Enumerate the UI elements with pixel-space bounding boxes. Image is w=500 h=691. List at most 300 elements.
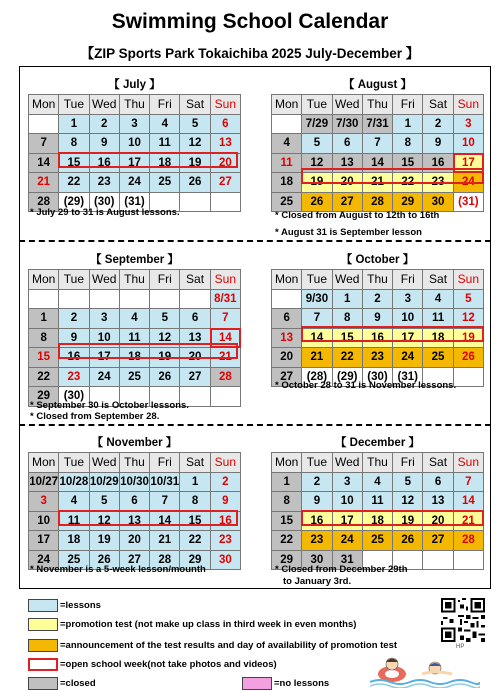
weekday-header: Sat xyxy=(423,453,453,473)
day-cell: 26 xyxy=(89,550,119,570)
weekday-header: Tue xyxy=(302,95,332,115)
day-cell: 18 xyxy=(119,348,149,368)
day-cell xyxy=(272,114,302,134)
day-cell: 25 xyxy=(272,192,302,212)
month-title: 【 July 】 xyxy=(108,79,161,91)
day-cell: 1 xyxy=(180,472,210,492)
day-cell: 5 xyxy=(150,309,180,329)
day-cell: 24 xyxy=(332,531,362,551)
week-row xyxy=(272,472,484,492)
weekday-header: Wed xyxy=(89,95,119,115)
day-cell: 13 xyxy=(210,134,240,154)
july-note: * July 29 to 31 is August lessons. xyxy=(30,207,180,218)
week-row xyxy=(29,472,241,492)
day-cell: 30 xyxy=(302,550,332,570)
week-row xyxy=(29,114,241,134)
day-cell: 4 xyxy=(119,309,149,329)
day-cell: 29 xyxy=(29,387,59,407)
day-cell: 4 xyxy=(59,492,89,512)
day-cell: 24 xyxy=(119,173,149,193)
week-row xyxy=(272,328,484,348)
day-cell: 22 xyxy=(393,173,423,193)
weekday-header: Tue xyxy=(302,453,332,473)
week-row xyxy=(272,511,484,531)
legend-closed xyxy=(28,676,96,690)
day-cell: 8 xyxy=(29,328,59,348)
day-cell: 13 xyxy=(332,153,362,173)
day-cell: 2 xyxy=(362,289,392,309)
day-cell: 8 xyxy=(393,134,423,154)
day-cell: 8/31 xyxy=(210,289,240,309)
day-cell: 3 xyxy=(89,309,119,329)
week-row xyxy=(272,531,484,551)
day-cell: 12 xyxy=(180,134,210,154)
september-note-1: * September 30 is October lessons. xyxy=(30,400,189,411)
day-cell: 12 xyxy=(89,511,119,531)
day-cell: 15 xyxy=(393,153,423,173)
day-cell: 23 xyxy=(210,531,240,551)
day-cell: 18 xyxy=(150,153,180,173)
day-cell: 9 xyxy=(89,134,119,154)
weekday-header: Thu xyxy=(119,270,149,290)
day-cell: 7 xyxy=(302,309,332,329)
day-cell xyxy=(453,367,483,387)
day-cell: 29 xyxy=(272,550,302,570)
day-cell: (28) xyxy=(302,367,332,387)
day-cell: 15 xyxy=(180,511,210,531)
legend-label: =promotion test (not make up class in third week in even months) xyxy=(60,618,357,630)
day-cell xyxy=(150,289,180,309)
day-cell xyxy=(423,550,453,570)
day-cell: 8 xyxy=(59,134,89,154)
day-cell: 17 xyxy=(89,348,119,368)
day-cell xyxy=(180,289,210,309)
december-note-2: to January 3rd. xyxy=(283,576,352,587)
day-cell: 13 xyxy=(180,328,210,348)
calendar-grid xyxy=(28,269,241,407)
legend-label: =announcement of the test results and day of availability of promotion test xyxy=(60,639,398,651)
day-cell: 27 xyxy=(332,192,362,212)
day-cell: 20 xyxy=(119,531,149,551)
day-cell: (29) xyxy=(59,192,89,212)
day-cell: (31) xyxy=(119,192,149,212)
legend-swatch-announcement xyxy=(28,639,58,652)
day-cell: 20 xyxy=(180,348,210,368)
legend-promotion-test xyxy=(28,617,356,631)
page-title: Swimming School Calendar xyxy=(111,10,389,33)
weekday-header: Mon xyxy=(272,270,302,290)
day-cell: 26 xyxy=(453,348,483,368)
weekday-header: Wed xyxy=(332,270,362,290)
weekday-header: Thu xyxy=(362,95,392,115)
weekday-header: Tue xyxy=(59,270,89,290)
day-cell: 14 xyxy=(210,328,240,348)
legend-label: =lessons xyxy=(60,599,101,611)
day-cell: 21 xyxy=(302,348,332,368)
weekday-header-row xyxy=(29,95,241,115)
week-row xyxy=(29,309,241,329)
day-cell: 28 xyxy=(362,192,392,212)
weekday-header: Wed xyxy=(89,453,119,473)
day-cell: 13 xyxy=(423,492,453,512)
weekday-header: Thu xyxy=(119,95,149,115)
day-cell: 23 xyxy=(59,367,89,387)
weekday-header: Sun xyxy=(453,270,483,290)
week-row xyxy=(272,192,484,212)
weekday-header: Fri xyxy=(150,453,180,473)
week-row xyxy=(272,309,484,329)
legend-swatch-promotion xyxy=(28,618,58,631)
day-cell: 11 xyxy=(150,134,180,154)
day-cell: (31) xyxy=(393,367,423,387)
weekday-header: Mon xyxy=(29,95,59,115)
day-cell: 28 xyxy=(453,531,483,551)
day-cell: 6 xyxy=(272,309,302,329)
day-cell: 19 xyxy=(302,173,332,193)
day-cell: 6 xyxy=(332,134,362,154)
legend-open-school xyxy=(28,657,277,671)
day-cell: 2 xyxy=(423,114,453,134)
day-cell: 1 xyxy=(59,114,89,134)
day-cell: 12 xyxy=(150,328,180,348)
weekday-header-row xyxy=(29,270,241,290)
weekday-header: Sun xyxy=(210,270,240,290)
day-cell: 7 xyxy=(362,134,392,154)
weekday-header: Wed xyxy=(89,270,119,290)
weekday-header: Sun xyxy=(210,453,240,473)
day-cell: 2 xyxy=(59,309,89,329)
day-cell: 21 xyxy=(210,348,240,368)
day-cell: 10 xyxy=(119,134,149,154)
day-cell: 3 xyxy=(29,492,59,512)
day-cell: (30) xyxy=(59,387,89,407)
day-cell: 25 xyxy=(362,531,392,551)
day-cell: 16 xyxy=(362,328,392,348)
calendar-grid xyxy=(271,94,484,212)
day-cell: 22 xyxy=(180,531,210,551)
day-cell: 25 xyxy=(119,367,149,387)
month-title: 【 October 】 xyxy=(340,254,415,266)
day-cell: 3 xyxy=(332,472,362,492)
calendar-grid xyxy=(28,94,241,212)
weekday-header: Thu xyxy=(119,453,149,473)
august-note-1: * Closed from August to 12th to 16th xyxy=(275,210,440,221)
day-cell xyxy=(29,289,59,309)
day-cell: 1 xyxy=(393,114,423,134)
day-cell: 22 xyxy=(272,531,302,551)
day-cell: 22 xyxy=(332,348,362,368)
weekday-header: Sat xyxy=(180,270,210,290)
day-cell: 11 xyxy=(423,309,453,329)
month-title: 【 December 】 xyxy=(334,437,420,449)
month-october xyxy=(271,252,484,387)
weekday-header: Thu xyxy=(362,453,392,473)
day-cell: (31) xyxy=(453,192,483,212)
day-cell: 5 xyxy=(89,492,119,512)
day-cell: 26 xyxy=(180,173,210,193)
day-cell: 4 xyxy=(150,114,180,134)
day-cell: 11 xyxy=(362,492,392,512)
weekday-header-row xyxy=(272,270,484,290)
weekday-header-row xyxy=(29,453,241,473)
day-cell: 27 xyxy=(423,531,453,551)
day-cell: 4 xyxy=(423,289,453,309)
day-cell: 27 xyxy=(272,367,302,387)
month-december xyxy=(271,435,484,570)
weekday-header: Sat xyxy=(180,95,210,115)
day-cell: 23 xyxy=(362,348,392,368)
week-row xyxy=(272,348,484,368)
day-cell: 6 xyxy=(210,114,240,134)
day-cell xyxy=(453,550,483,570)
day-cell: 20 xyxy=(423,511,453,531)
legend-swatch-no-lessons xyxy=(242,677,272,690)
weekday-header: Mon xyxy=(29,453,59,473)
day-cell: (30) xyxy=(362,367,392,387)
day-cell: 16 xyxy=(210,511,240,531)
day-cell: 27 xyxy=(210,173,240,193)
day-cell: 18 xyxy=(362,511,392,531)
weekday-header: Fri xyxy=(150,95,180,115)
week-row xyxy=(29,531,241,551)
day-cell: 24 xyxy=(29,550,59,570)
day-cell: 17 xyxy=(393,328,423,348)
day-cell: 16 xyxy=(302,511,332,531)
day-cell: 6 xyxy=(119,492,149,512)
day-cell: 22 xyxy=(29,367,59,387)
day-cell: 27 xyxy=(119,550,149,570)
hp-label: HP xyxy=(456,644,465,650)
day-cell: 10/28 xyxy=(59,472,89,492)
day-cell: 28 xyxy=(29,192,59,212)
weekday-header: Fri xyxy=(393,270,423,290)
day-cell: 15 xyxy=(332,328,362,348)
day-cell: 11 xyxy=(119,328,149,348)
day-cell: 19 xyxy=(180,153,210,173)
day-cell: 1 xyxy=(272,472,302,492)
day-cell: 16 xyxy=(423,153,453,173)
day-cell xyxy=(59,289,89,309)
day-cell: 2 xyxy=(210,472,240,492)
day-cell: 10/31 xyxy=(150,472,180,492)
legend-label: =open school week(not take photos and videos) xyxy=(60,658,277,670)
day-cell: 12 xyxy=(302,153,332,173)
day-cell: 20 xyxy=(210,153,240,173)
day-cell: 12 xyxy=(393,492,423,512)
day-cell: 9/30 xyxy=(302,289,332,309)
weekday-header: Tue xyxy=(302,270,332,290)
weekday-header: Sun xyxy=(210,95,240,115)
qr-code-icon[interactable] xyxy=(441,598,485,642)
day-cell: 14 xyxy=(453,492,483,512)
day-cell: 21 xyxy=(150,531,180,551)
day-cell: 29 xyxy=(180,550,210,570)
weekday-header: Fri xyxy=(393,95,423,115)
day-cell: 26 xyxy=(302,192,332,212)
day-cell: 7/31 xyxy=(362,114,392,134)
day-cell: 1 xyxy=(29,309,59,329)
day-cell: 5 xyxy=(180,114,210,134)
day-cell: 24 xyxy=(453,173,483,193)
day-cell: 31 xyxy=(332,550,362,570)
legend-swatch-open-school xyxy=(28,658,58,671)
day-cell: 21 xyxy=(453,511,483,531)
day-cell: 10/29 xyxy=(89,472,119,492)
week-row xyxy=(29,134,241,154)
day-cell: 5 xyxy=(453,289,483,309)
day-cell: 9 xyxy=(423,134,453,154)
week-row xyxy=(29,289,241,309)
day-cell: 14 xyxy=(362,153,392,173)
day-cell: 9 xyxy=(302,492,332,512)
week-row xyxy=(29,492,241,512)
week-row xyxy=(272,492,484,512)
day-cell: 19 xyxy=(89,531,119,551)
day-cell: 2 xyxy=(302,472,332,492)
day-cell: 8 xyxy=(272,492,302,512)
day-cell: 6 xyxy=(423,472,453,492)
day-cell: 6 xyxy=(180,309,210,329)
section-divider xyxy=(19,424,491,426)
december-note-1: * Closed from December 29th xyxy=(275,564,408,575)
week-row xyxy=(272,173,484,193)
day-cell: 9 xyxy=(59,328,89,348)
day-cell: 2 xyxy=(89,114,119,134)
month-title: 【 November 】 xyxy=(91,437,178,449)
day-cell: 23 xyxy=(89,173,119,193)
day-cell: 25 xyxy=(150,173,180,193)
day-cell xyxy=(180,192,210,212)
legend-swatch-lessons xyxy=(28,599,58,612)
weekday-header: Mon xyxy=(272,453,302,473)
day-cell: 28 xyxy=(210,367,240,387)
day-cell: 29 xyxy=(393,192,423,212)
month-title: 【 September 】 xyxy=(90,254,179,266)
day-cell: 17 xyxy=(453,153,483,173)
calendar-grid xyxy=(28,452,241,570)
day-cell: 20 xyxy=(332,173,362,193)
day-cell: 27 xyxy=(180,367,210,387)
day-cell: 23 xyxy=(423,173,453,193)
day-cell: 3 xyxy=(453,114,483,134)
day-cell: 26 xyxy=(150,367,180,387)
weekday-header: Thu xyxy=(362,270,392,290)
weekday-header: Sun xyxy=(453,453,483,473)
day-cell: 10 xyxy=(89,328,119,348)
weekday-header: Sat xyxy=(423,270,453,290)
day-cell xyxy=(119,289,149,309)
day-cell xyxy=(210,192,240,212)
weekday-header: Fri xyxy=(393,453,423,473)
day-cell: 10 xyxy=(453,134,483,154)
month-november xyxy=(28,435,241,570)
legend-lessons xyxy=(28,598,101,612)
week-row xyxy=(29,153,241,173)
month-september xyxy=(28,252,241,407)
day-cell: 14 xyxy=(302,328,332,348)
day-cell: 10/27 xyxy=(29,472,59,492)
day-cell: 10 xyxy=(332,492,362,512)
day-cell: 17 xyxy=(332,511,362,531)
october-note: * October 28 to 31 is November lessons. xyxy=(275,380,457,391)
week-row xyxy=(272,153,484,173)
day-cell: 13 xyxy=(119,511,149,531)
day-cell: 16 xyxy=(89,153,119,173)
day-cell: 21 xyxy=(362,173,392,193)
august-note-2: * August 31 is September lesson xyxy=(275,227,422,238)
day-cell: 19 xyxy=(453,328,483,348)
month-title: 【 August 】 xyxy=(343,79,412,91)
month-august xyxy=(271,77,484,212)
day-cell: 7/30 xyxy=(332,114,362,134)
legend-swatch-closed xyxy=(28,677,58,690)
weekday-header: Fri xyxy=(150,270,180,290)
day-cell: 15 xyxy=(59,153,89,173)
day-cell: 4 xyxy=(272,134,302,154)
day-cell: 19 xyxy=(150,348,180,368)
weekday-header: Sun xyxy=(453,95,483,115)
weekday-header-row xyxy=(272,453,484,473)
day-cell: 8 xyxy=(180,492,210,512)
day-cell: 21 xyxy=(29,173,59,193)
week-row xyxy=(29,173,241,193)
week-row xyxy=(272,134,484,154)
day-cell: (29) xyxy=(332,367,362,387)
day-cell: 11 xyxy=(272,153,302,173)
day-cell: 17 xyxy=(119,153,149,173)
day-cell: 25 xyxy=(59,550,89,570)
legend-no-lessons xyxy=(242,676,329,690)
weekday-header: Mon xyxy=(272,95,302,115)
day-cell: 12 xyxy=(453,309,483,329)
day-cell: 7 xyxy=(210,309,240,329)
day-cell: 23 xyxy=(302,531,332,551)
day-cell: 10 xyxy=(393,309,423,329)
day-cell: 1 xyxy=(332,289,362,309)
calendar-grid xyxy=(271,269,484,387)
day-cell: 18 xyxy=(272,173,302,193)
day-cell: 5 xyxy=(302,134,332,154)
day-cell: 18 xyxy=(59,531,89,551)
day-cell: 3 xyxy=(119,114,149,134)
day-cell xyxy=(272,289,302,309)
day-cell: 9 xyxy=(210,492,240,512)
week-row xyxy=(272,114,484,134)
weekday-header: Sat xyxy=(423,95,453,115)
day-cell: 26 xyxy=(393,531,423,551)
weekday-header: Tue xyxy=(59,95,89,115)
day-cell: 14 xyxy=(150,511,180,531)
weekday-header: Wed xyxy=(332,95,362,115)
day-cell: 11 xyxy=(59,511,89,531)
day-cell: 7/29 xyxy=(302,114,332,134)
day-cell xyxy=(210,387,240,407)
day-cell: 30 xyxy=(210,550,240,570)
day-cell: 9 xyxy=(362,309,392,329)
swimmer-illustration-icon xyxy=(370,652,480,688)
week-row xyxy=(29,348,241,368)
weekday-header-row xyxy=(272,95,484,115)
day-cell: 8 xyxy=(332,309,362,329)
day-cell: 24 xyxy=(393,348,423,368)
legend-announcement xyxy=(28,638,397,652)
day-cell: 10/30 xyxy=(119,472,149,492)
november-note: * November is a 5-week lesson/mounth xyxy=(30,564,206,575)
section-divider xyxy=(19,240,491,242)
weekday-header: Wed xyxy=(332,453,362,473)
day-cell: 28 xyxy=(150,550,180,570)
legend-label: =closed xyxy=(60,677,96,689)
